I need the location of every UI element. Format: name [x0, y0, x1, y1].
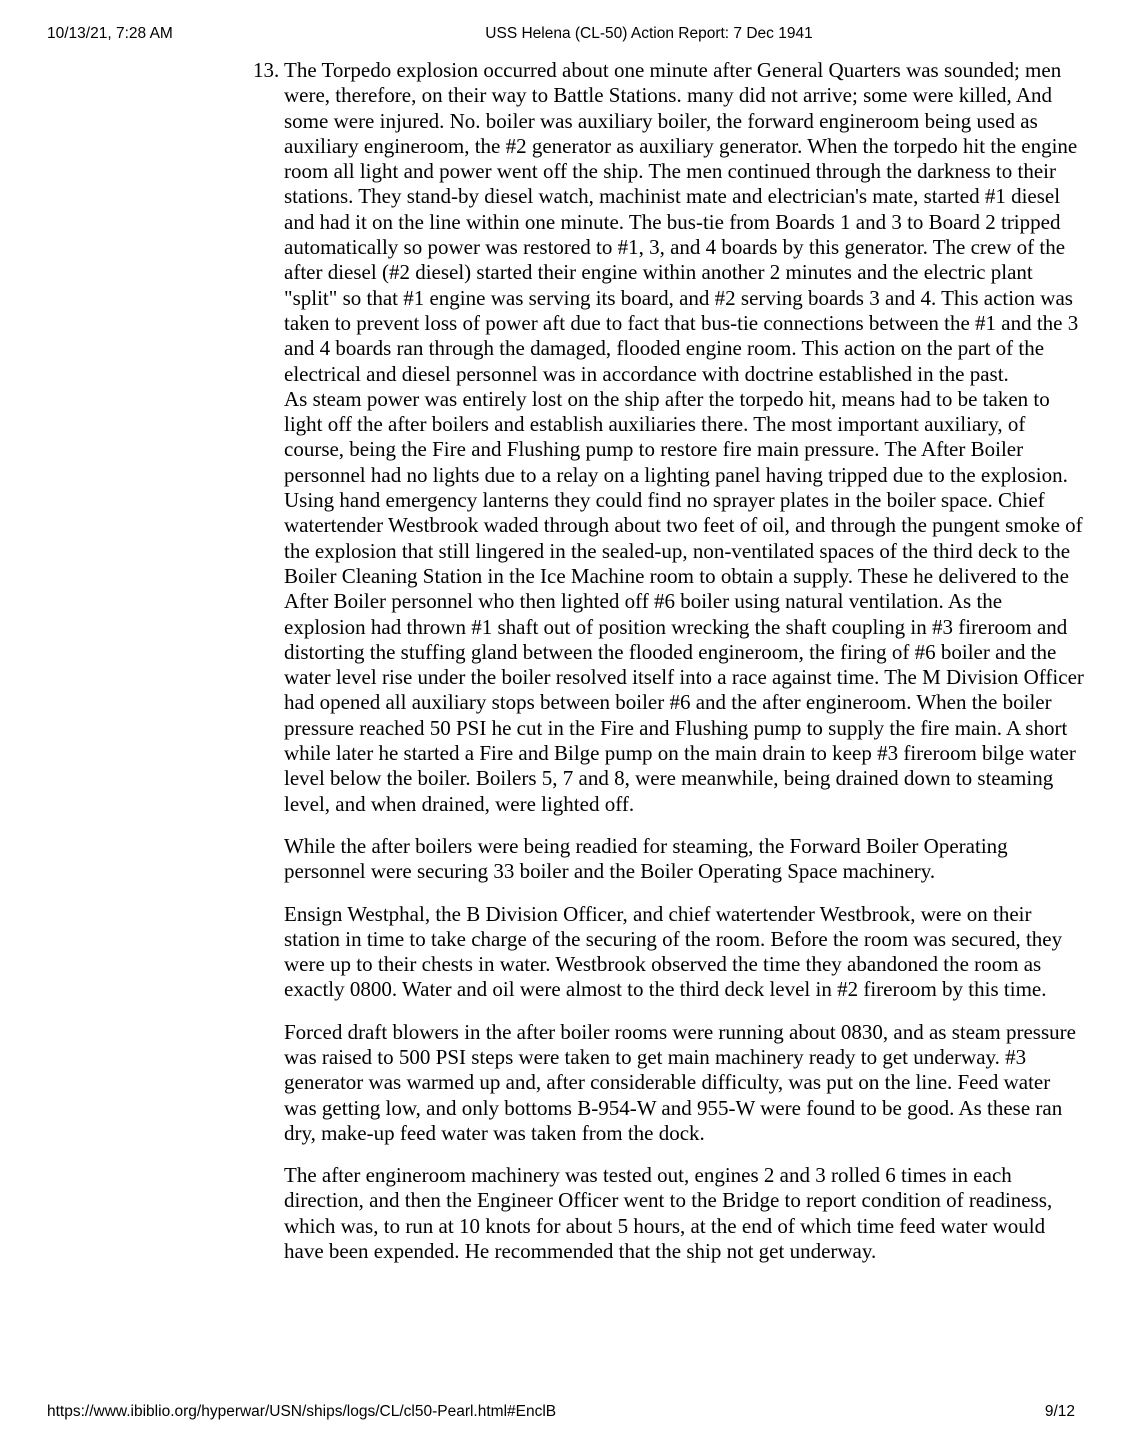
report-paragraph: Forced draft blowers in the after boiler rooms were running about 0830, and as steam pressure was raised to 500 PSI steps were taken to get main machinery ready to get underway. #3 generator was warmed up and, after considerable difficulty, was put on the line. Feed water was getting low, and only bottoms B-954-W and 955-W were found to be good. As these ran dry, make-up feed water was taken from the dock.: [284, 1019, 1076, 1145]
report-paragraph: While the after boilers were being readied for steaming, the Forward Boiler Operating personnel were securing 33 boiler and the Boiler Operating Space machinery.: [284, 833, 1008, 884]
report-body: [253, 58, 1084, 1264]
print-footer-source-url: https://www.ibiblio.org/hyperwar/USN/ships/logs/CL/cl50-Pearl.html#EnclB: [47, 1403, 557, 1420]
print-footer-page-indicator: 9/12: [1044, 1403, 1075, 1420]
report-paragraph: Ensign Westphal, the B Division Officer, and chief watertender Westbrook, were on their station in time to take charge of the securing of the room. Before the room was secured, they were up to their chests in water. Westbrook observed the time they abandoned the room as exactly 0800. Water and oil were almost to the third deck level in #2 fireroom by this time.: [284, 901, 1063, 1002]
report-paragraph: The after engineroom machinery was tested out, engines 2 and 3 rolled 6 times in each direction, and then the Engineer Officer went to the Bridge to report condition of readiness, which was, to run at 10 knots for about 5 hours, at the end of which time feed water would have been expended. He recommended that the ship not get underway.: [284, 1163, 1053, 1264]
numbered-list-item-13: [253, 58, 1084, 387]
report-paragraph: The Torpedo explosion occurred about one minute after General Quarters was sounded; men were, therefore, on their way to Battle Stations. many did not arrive; some were killed, And some were injured. No. boiler was auxiliary boiler, the forward engineroom being used as auxiliary engineroom, the #2 generator as auxiliary generator. When the torpedo hit the engine room all light and power went off the ship. The men continued through the darkness to their stations. They stand-by diesel watch, machinist mate and electrician's mate, started #1 diesel and had it on the line within one minute. The bus-tie from Boards 1 and 3 to Board 2 tripped automatically so power was restored to #1, 3, and 4 boards by this generator. The crew of the after diesel (#2 diesel) started their engine within another 2 minutes and the electric plant "split" so that #1 engine was serving its board, and #2 serving boards 3 and 4. This action was taken to prevent loss of power aft due to fact that bus-tie connections between the #1 and the 3 and 4 boards ran through the damaged, flooded engine room. This action on the part of the electrical and diesel personnel was in accordance with doctrine established in the past.: [284, 58, 1079, 386]
print-header-timestamp: 10/13/21, 7:28 AM: [47, 25, 173, 42]
list-item-number: 13.: [253, 58, 280, 82]
print-header-document-title: USS Helena (CL-50) Action Report: 7 Dec 1941: [485, 25, 813, 42]
report-paragraph: As steam power was entirely lost on the ship after the torpedo hit, means had to be taken to light off the after boilers and establish auxiliaries there. The most important auxiliary, of course, being the Fire and Flushing pump to restore fire main pressure. The After Boiler personnel had no lights due to a relay on a lighting panel having tripped due to the explosion. Using hand emergency lanterns they could find no sprayer plates in the boiler space. Chief watertender Westbrook waded through about two feet of oil, and through the pungent smoke of the explosion that still lingered in the sealed-up, non-ventilated spaces of the third deck to the Boiler Cleaning Station in the Ice Machine room to obtain a supply. These he delivered to the After Boiler personnel who then lighted off #6 boiler using natural ventilation. As the explosion had thrown #1 shaft out of position wrecking the shaft coupling in #3 fireroom and distorting the stuffing gland between the flooded engineroom, the firing of #6 boiler and the water level rise under the boiler resolved itself into a race against time. The M Division Officer had opened all auxiliary stops between boiler #6 and the after engineroom. When the boiler pressure reached 50 PSI he cut in the Fire and Flushing pump to supply the fire main. A short while later he started a Fire and Bilge pump on the main drain to keep #3 fireroom bilge water level below the boiler. Boilers 5, 7 and 8, were meanwhile, being drained down to steaming level, and when drained, were lighted off.: [284, 386, 1084, 816]
